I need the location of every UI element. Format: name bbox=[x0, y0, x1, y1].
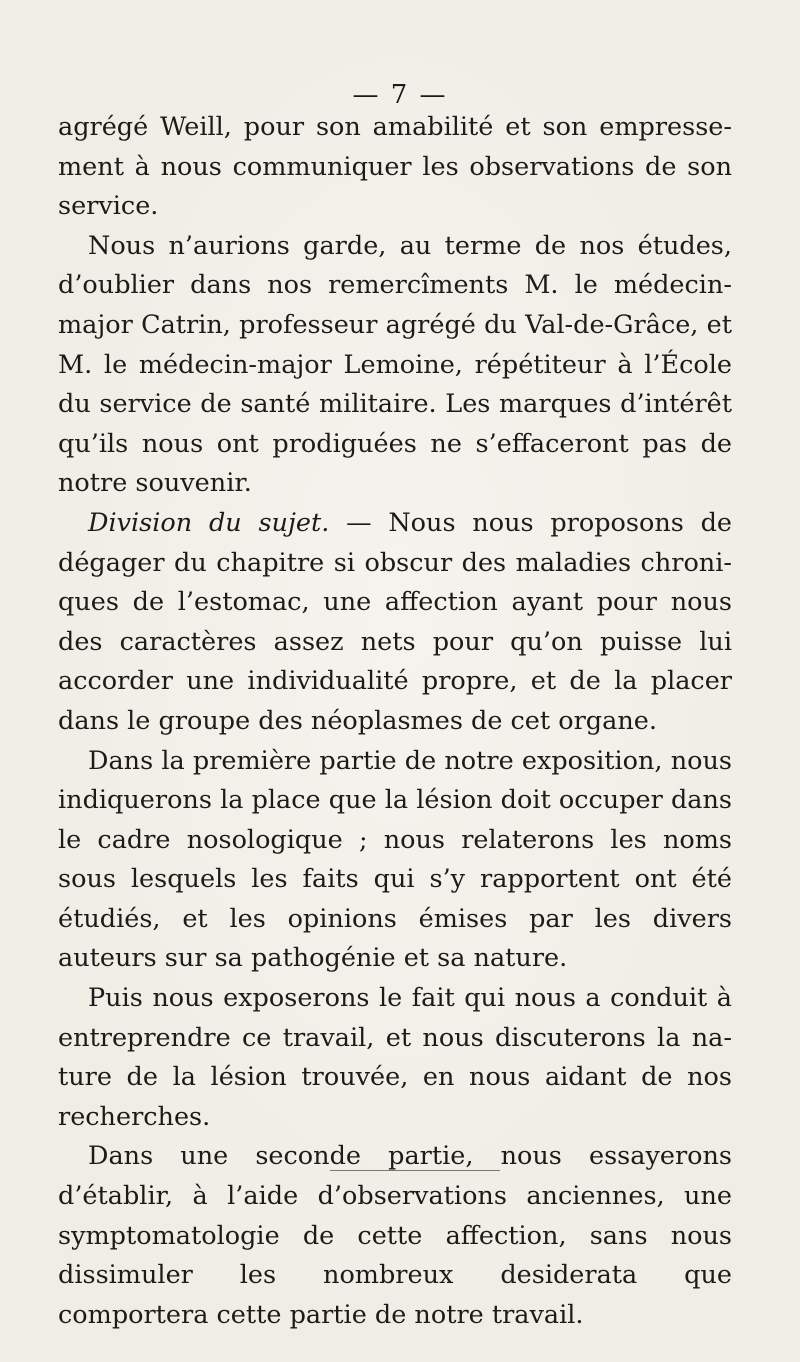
page-number: — 7 — bbox=[352, 80, 448, 110]
section-heading: Division du sujet. bbox=[88, 507, 330, 538]
paragraph-2: Nous n’aurions garde, au terme de nos études, d’oublier dans nos remercîments M. le médecin-major Catrin, professeur agrégé du Val-de-Grâce, et M. le médecin-major Lemoine, répétiteur à l’École du service de santé militaire. Les marques d’intérêt qu’ils nous ont prodiguées ne s’effaceront pas de notre souvenir. bbox=[58, 230, 732, 499]
end-rule bbox=[330, 1170, 500, 1171]
paragraph-3-text: — Nous nous proposons de dégager du chapitre si obscur des maladies chroni-ques de l’estomac, une affection ayant pour nous des caractères assez nets pour qu’on puisse lui accorder une individualité propre, et de la placer dans le groupe des néoplasmes de cet organe. bbox=[58, 507, 733, 736]
paragraph-4: Dans la première partie de notre exposition, nous indiquerons la place que la lésion doit occuper dans le cadre nosologique ; nous relaterons les noms sous lesquels les faits qui s’y rapportent ont été étudiés, et les opinions émises par les divers auteurs sur sa pathogénie et sa nature. bbox=[58, 745, 732, 974]
body-text bbox=[58, 108, 732, 1335]
paragraph-1: agrégé Weill, pour son amabilité et son empresse-ment à nous communiquer les observations de son service. bbox=[58, 112, 732, 222]
paragraph-3 bbox=[58, 504, 732, 742]
paragraph-5: Puis nous exposerons le fait qui nous a conduit à entreprendre ce travail, et nous discuterons la na-ture de la lésion trouvée, en nous aidant de nos recherches. bbox=[58, 983, 732, 1132]
paragraph-6: Dans une seconde partie, nous essayerons d’établir, à l’aide d’observations anciennes, une symptomatologie de cette affection, sans nous dissimuler les nombreux desiderata que comportera cette partie de notre travail. bbox=[58, 1141, 732, 1330]
